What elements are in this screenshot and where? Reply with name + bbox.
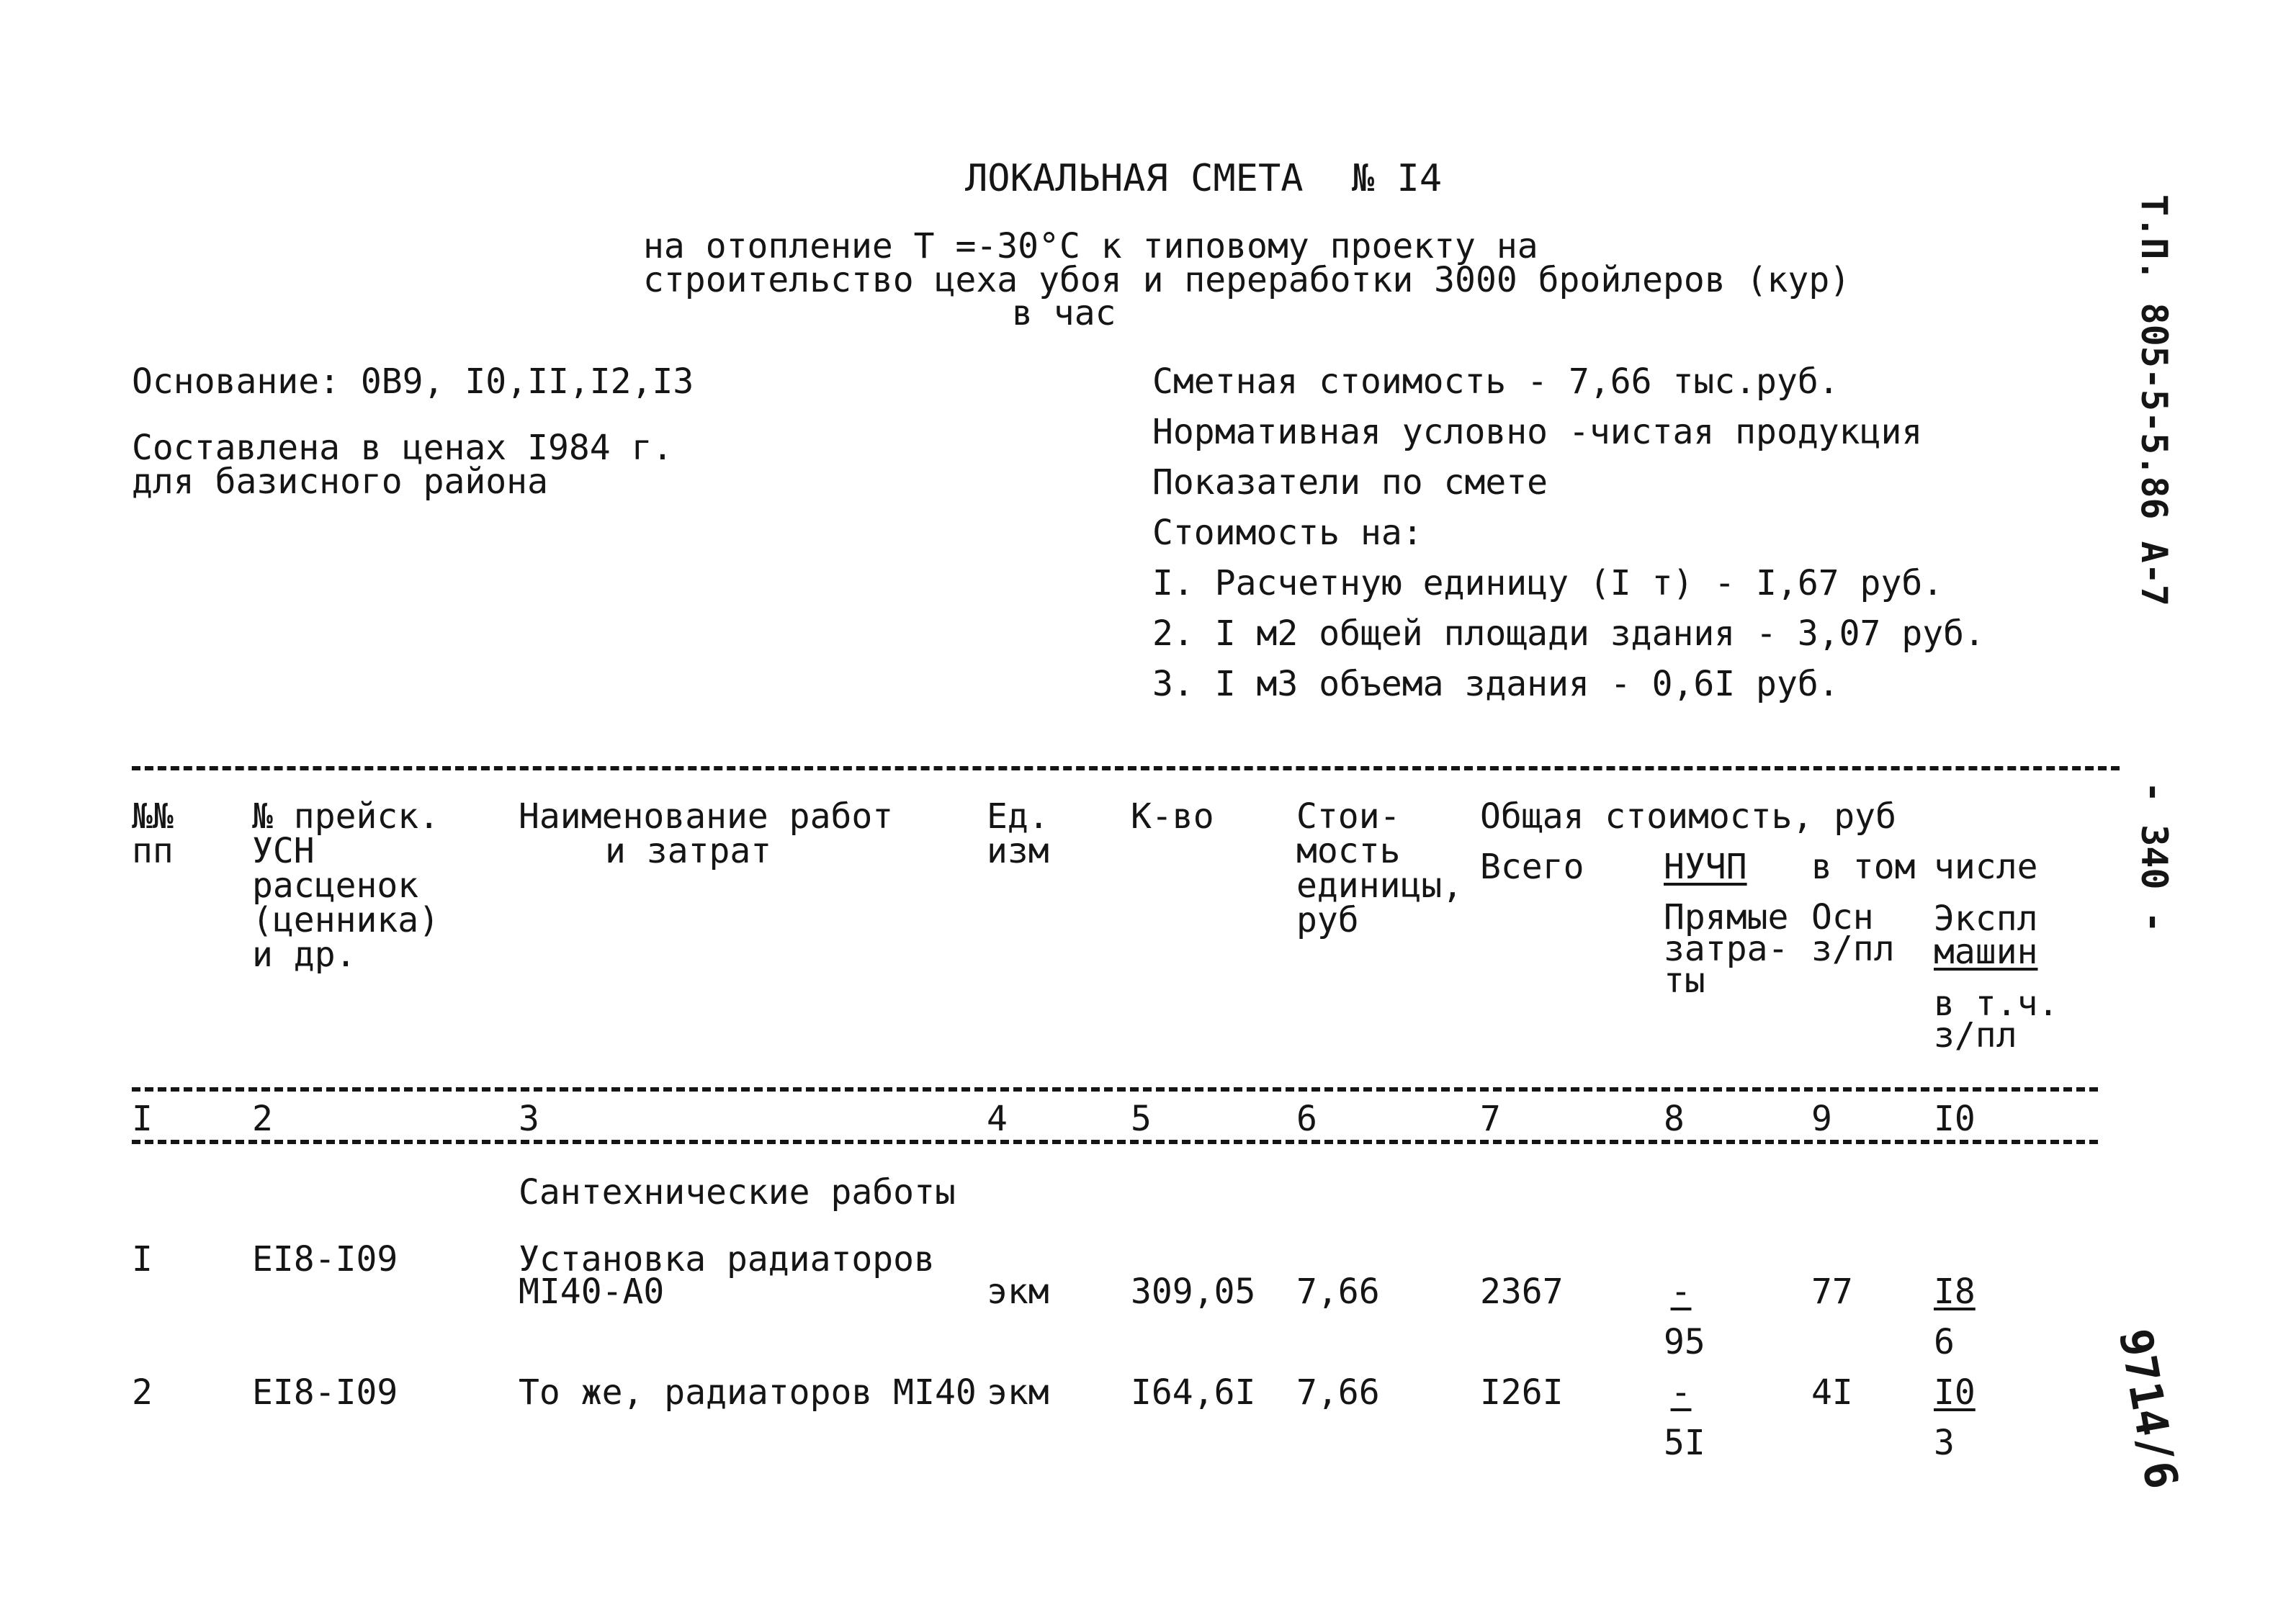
title-text: ЛОКАЛЬНАЯ СМЕТА	[965, 157, 1304, 200]
header-col2-line4: (ценника)	[252, 900, 440, 940]
row1-price: 7,66	[1296, 1272, 1380, 1312]
col-number-9: 9	[1811, 1099, 1832, 1139]
row1-num: I	[132, 1239, 153, 1279]
header-col9	[1811, 897, 1895, 969]
subtitle-line2: строительство цеха убоя и переработки 3000 бройлеров (кур)	[643, 260, 1851, 300]
side-stamp: 9714/6	[2109, 1325, 2189, 1493]
col-number-10: I0	[1934, 1099, 1976, 1139]
summary-cost-on: Стоимость на:	[1152, 513, 1423, 553]
row1-total: 2367	[1480, 1272, 1564, 1312]
header-col4-line2: изм	[987, 831, 1049, 871]
header-col10-salary-line2: з/пл	[1934, 1015, 2017, 1056]
header-col3	[519, 796, 894, 871]
header-total-cost: Общая стоимость, руб	[1480, 796, 1896, 837]
header-col6-line1: Стои-	[1296, 796, 1401, 837]
row1-mach-salary: 6	[1934, 1322, 1955, 1362]
header-col5: К-во	[1131, 796, 1214, 837]
header-col2-line5: и др.	[252, 935, 356, 975]
header-col4	[987, 796, 1049, 871]
row2-price: 7,66	[1296, 1372, 1380, 1413]
document-title	[965, 157, 1443, 200]
summary-item3: 3. I м3 объема здания - 0,6I руб.	[1152, 664, 1839, 704]
row2-name1: То же, радиаторов МI40	[519, 1372, 977, 1413]
header-col8-line3: ты	[1664, 961, 1705, 1001]
header-col10-expl: Экспл	[1934, 899, 2038, 939]
row1-mach: I8	[1934, 1272, 1976, 1312]
header-col2-line1: № прейск.	[252, 796, 440, 837]
subtitle-line1: на отопление Т =-30°С к типовому проекту на	[643, 226, 1538, 266]
header-col10-salary-line1: в т.ч.	[1934, 984, 2059, 1024]
col-number-6: 6	[1296, 1099, 1317, 1139]
separator-col-numbers	[132, 1140, 2098, 1144]
row2-salary: 4I	[1811, 1372, 1853, 1413]
header-col10-mach: машин	[1934, 932, 2038, 972]
col-number-3: 3	[519, 1099, 539, 1139]
header-nuchp: НУЧП	[1664, 847, 1747, 887]
row1-nuchp: -	[1670, 1272, 1692, 1312]
header-col8-line2: затра-	[1664, 929, 1789, 969]
row2-direct: 5I	[1664, 1423, 1705, 1463]
col-number-5: 5	[1131, 1099, 1152, 1139]
header-chisle: числе	[1934, 847, 2038, 887]
header-col3-line1: Наименование работ	[519, 796, 894, 837]
summary-item1: I. Расчетную единицу (I т) - I,67 руб.	[1152, 563, 1944, 603]
summary-indicators: Показатели по смете	[1152, 462, 1548, 503]
header-col1-line1: №№	[132, 796, 174, 837]
header-col2-line3: расценок	[252, 865, 419, 906]
header-col8-line1: Прямые	[1664, 897, 1789, 937]
separator-header-bottom	[132, 1087, 2098, 1092]
col-number-4: 4	[987, 1099, 1008, 1139]
header-col6	[1296, 796, 1463, 940]
summary-cost: Сметная стоимость - 7,66 тыс.руб.	[1152, 361, 1839, 402]
section-heading: Сантехнические работы	[519, 1172, 956, 1213]
col-number-1: I	[132, 1099, 153, 1139]
row2-nuchp: -	[1670, 1372, 1692, 1413]
prices-line1: Составлена в ценах I984 г.	[132, 428, 673, 468]
header-col4-line1: Ед.	[987, 796, 1049, 837]
row1-qty: 309,05	[1131, 1272, 1256, 1312]
row2-mach: I0	[1934, 1372, 1976, 1413]
side-page-number: - 340 -	[2133, 781, 2175, 933]
row1-salary: 77	[1811, 1272, 1853, 1312]
row2-num: 2	[132, 1372, 153, 1413]
row2-mach-salary: 3	[1934, 1423, 1955, 1463]
header-col2	[252, 796, 440, 975]
row1-direct: 95	[1664, 1322, 1705, 1362]
header-col6-line2: мость	[1296, 831, 1401, 871]
header-col10-salary	[1934, 984, 2059, 1056]
col-number-8: 8	[1664, 1099, 1685, 1139]
side-project-code: Т.П. 805-5-5.86 А-7	[2133, 194, 2175, 606]
header-col9-line2: з/пл	[1811, 929, 1895, 969]
basis-line: Основание: 0В9, I0,II,I2,I3	[132, 361, 694, 402]
row1-code: ЕI8-I09	[252, 1239, 398, 1279]
header-col3-line2: и затрат	[605, 831, 772, 871]
header-col9-line1: Осн	[1811, 897, 1874, 937]
summary-item2: 2. I м2 общей площади здания - 3,07 руб.	[1152, 613, 1985, 654]
row1-unit: экм	[987, 1272, 1049, 1312]
title-number: № I4	[1351, 157, 1443, 200]
row2-code: ЕI8-I09	[252, 1372, 398, 1413]
header-vtom: в том	[1811, 847, 1916, 887]
header-col1-line2: пп	[132, 831, 174, 871]
prices-line2: для базисного района	[132, 462, 548, 502]
header-col6-line3: единицы,	[1296, 865, 1463, 906]
row1-name1: Установка радиаторов	[519, 1239, 935, 1279]
col-number-2: 2	[252, 1099, 273, 1139]
header-col2-line2: УСН	[252, 831, 315, 871]
header-vsego: Всего	[1480, 847, 1584, 887]
header-col1	[132, 796, 174, 871]
summary-normative: Нормативная условно -чистая продукция	[1152, 412, 1923, 452]
header-col6-line4: руб	[1296, 900, 1359, 940]
col-number-7: 7	[1480, 1099, 1501, 1139]
row2-total: I26I	[1480, 1372, 1564, 1413]
header-col8	[1664, 897, 1789, 1001]
subtitle-line3: в час	[1012, 293, 1116, 333]
row2-unit: экм	[987, 1372, 1049, 1413]
separator-top	[132, 766, 2120, 770]
row2-qty: I64,6I	[1131, 1372, 1256, 1413]
row1-name2: МI40-А0	[519, 1272, 665, 1312]
